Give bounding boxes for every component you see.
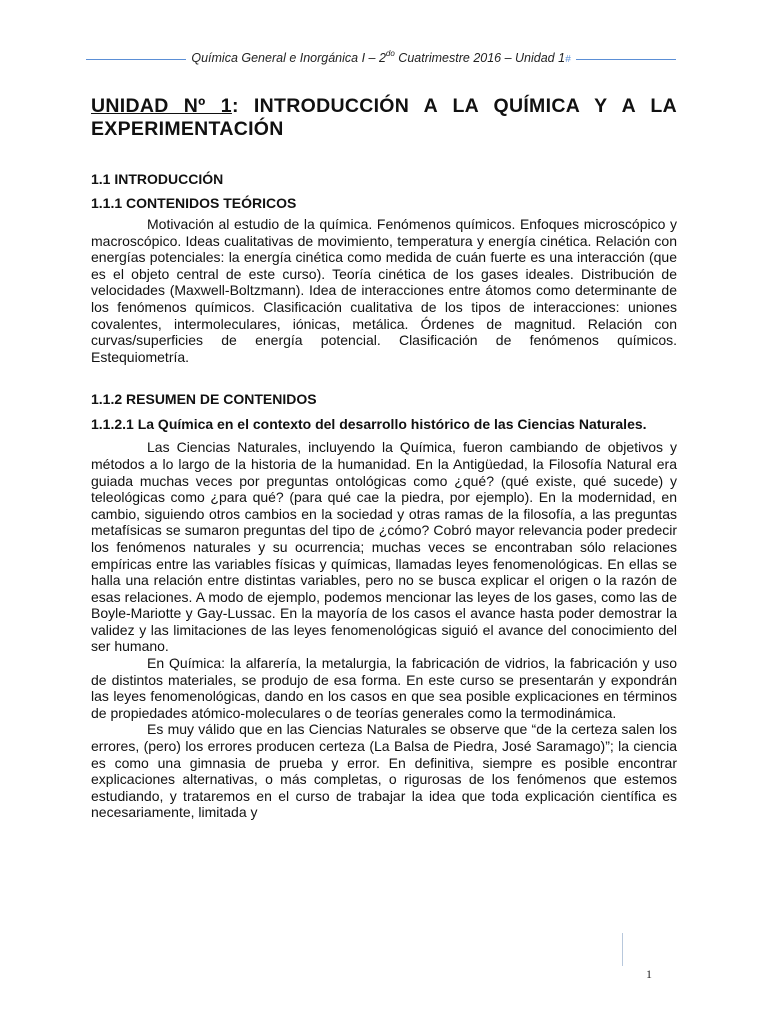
unit-title-text: : INTRODUCCIÓN A LA QUÍMICA Y A LA EXPERIMENTACIÓN bbox=[91, 95, 678, 140]
header-text bbox=[86, 51, 676, 65]
header-rule-right bbox=[576, 59, 676, 60]
paragraph-historia: Las Ciencias Naturales, incluyendo la Química, fueron cambiando de objetivos y métodos a lo largo de la historia de la humanidad. En la Antigüedad, la Filosofía Natural era guiada muchas veces por preguntas ontológicas como ¿qué? (qué existe, qué sucede) y teleológicas como ¿para qué? (para qué cae la piedra, por ejemplo). En la modernidad, en cambio, siguiendo otros cambios en la sociedad y otras ramas de la filosofía, a las preguntas metafísicas se sumaron preguntas del tipo de ¿cómo? Cobró mayor relevancia poder predecir los fenómenos naturales y su ocurrencia; muchas veces se encontraban sólo relaciones empíricas entre las variables físicas y químicas, llamadas leyes fenomenológicas. En ellas se halla una relación entre distintas variables, pero no se busca explicar el origen o la razón de esas relaciones. A modo de ejemplo, podemos mencionar las leyes de los gases, como las de Boyle-Mariotte y Gay-Lussac. En la mayoría de los casos el avance hasta poder demostrar la validez y las limitaciones de las leyes fenomenológicas siguió el avance del conocimiento del ser humano. bbox=[91, 439, 677, 655]
paragraph-certeza: Es muy válido que en las Ciencias Naturales se observe que “de la certeza salen los errores, (pero) los errores producen certeza (La Balsa de Piedra, José Saramago)”; la ciencia es como una gimnasia de prueba y error. En definitiva, siempre es posible encontrar explicaciones alternativas, o más completas, o rigurosas de los fenómenos que estemos estudiando, y trataremos en el curso de trabajar la idea que toda explicación científica es necesariamente, limitada y bbox=[91, 721, 677, 821]
page-number: 1 bbox=[646, 967, 652, 981]
section-heading-contenidos-teoricos: 1.1.1 CONTENIDOS TEÓRICOS bbox=[91, 195, 297, 211]
paragraph-contenidos: Motivación al estudio de la química. Fenómenos químicos. Enfoques microscópico y macroscópico. Ideas cualitativas de movimiento, temperatura y energía cinética. Relación con energías potenciales: la energía cinética como medida de cuán fuerte es una interacción (que es el objeto central de este curso). Teoría cinética de los gases ideales. Distribución de velocidades (Maxwell-Boltzmann). Idea de interacciones entre átomos como determinante de los fenómenos químicos. Clasificación cualitativa de los tipos de interacciones: uniones covalentes, intermoleculares, iónicas, metálica. Órdenes de magnitud. Relación con curvas/superficies de energía potencial. Clasificación de fenómenos químicos. Estequiometría. bbox=[91, 216, 677, 365]
header-text-main: Química General e Inorgánica I – 2 bbox=[191, 51, 386, 65]
unit-title bbox=[91, 95, 677, 141]
paragraph-quimica: En Química: la alfarería, la metalurgia, la fabricación de vidrios, la fabricación y uso de distintos materiales, se produjo de esa forma. En este curso se presentarán y expondrán las leyes fenomenológicas, dando en los casos en que sea posible explicaciones en términos de propiedades atómico-moleculares o de teorías generales como la termodinámica. bbox=[91, 655, 677, 721]
header-superscript: do bbox=[385, 49, 395, 58]
footer-rule bbox=[622, 933, 623, 966]
header-mark: # bbox=[565, 54, 571, 65]
running-header bbox=[86, 50, 676, 70]
section-heading-resumen: 1.1.2 RESUMEN DE CONTENIDOS bbox=[91, 391, 317, 408]
header-text-end: Cuatrimestre 2016 – Unidad 1 bbox=[394, 51, 566, 65]
document-body bbox=[91, 95, 677, 821]
section-heading-introduccion: 1.1 INTRODUCCIÓN bbox=[91, 171, 224, 187]
unit-title-number: UNIDAD Nº 1 bbox=[91, 95, 232, 117]
subsection-heading: 1.1.2.1 La Química en el contexto del desarrollo histórico de las Ciencias Naturales. bbox=[91, 416, 647, 433]
